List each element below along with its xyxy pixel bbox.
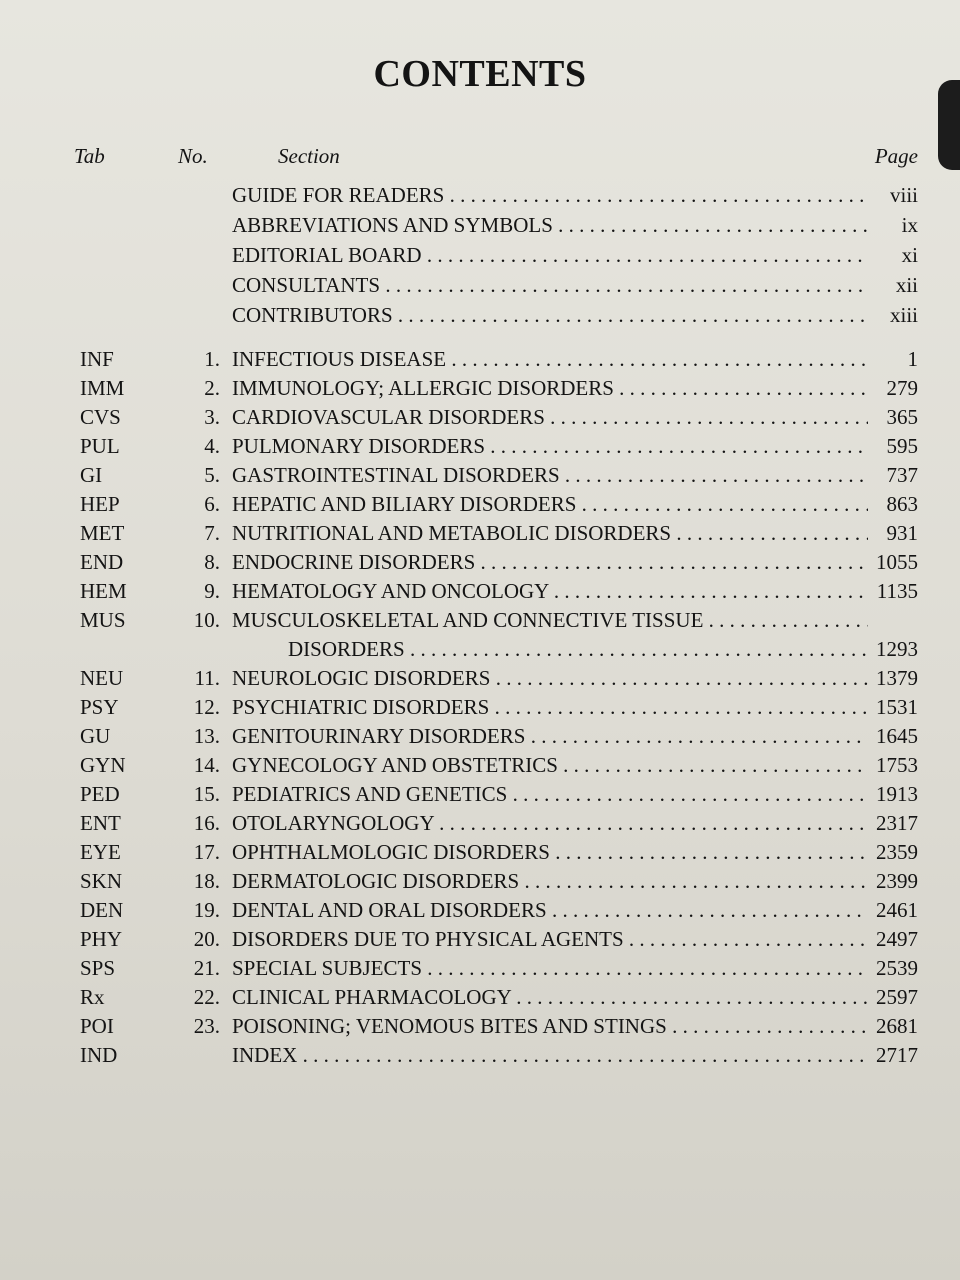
front-matter-entry — [0, 270, 960, 300]
section-title: PSYCHIATRIC DISORDERS . . . — [232, 692, 868, 722]
tab-code: MET — [80, 521, 125, 545]
page-number: 2461 — [876, 898, 918, 922]
tab-code: POI — [80, 1014, 114, 1038]
chapter-entry — [0, 605, 960, 635]
chapter-number: 8. — [204, 550, 220, 574]
column-header-page: Page — [874, 144, 918, 168]
section-title: GYNECOLOGY AND OBSTETRICS . . . — [232, 750, 868, 780]
chapter-number: 18. — [193, 869, 220, 893]
chapter-entry — [0, 982, 960, 1012]
front-matter-entry — [0, 240, 960, 270]
page-number: 2717 — [876, 1043, 918, 1067]
page-number: xi — [901, 243, 918, 267]
section-title: HEMATOLOGY AND ONCOLOGY . . . — [232, 576, 868, 606]
page-number: ix — [901, 213, 918, 237]
page-number: xiii — [889, 303, 918, 327]
page-number: 365 — [886, 405, 918, 429]
page-number: 863 — [886, 492, 918, 516]
chapter-entry — [0, 953, 960, 983]
tab-code: GU — [80, 724, 111, 748]
chapter-number: 23. — [193, 1014, 220, 1038]
section-title: NEUROLOGIC DISORDERS . . . — [232, 663, 868, 693]
column-header-no: No. — [178, 144, 208, 168]
page-number: 2681 — [876, 1014, 918, 1038]
chapter-entry — [0, 663, 960, 693]
tab-code: END — [80, 550, 124, 574]
page-number: 2317 — [876, 811, 918, 835]
tab-code: PUL — [80, 434, 120, 458]
tab-code: MUS — [80, 608, 126, 632]
tab-code: CVS — [80, 405, 121, 429]
chapter-number: 5. — [204, 463, 220, 487]
chapter-number: 21. — [193, 956, 220, 980]
front-matter-entry — [0, 300, 960, 330]
chapter-entry-continuation — [0, 634, 960, 664]
chapter-number: 3. — [204, 405, 220, 429]
section-title: PULMONARY DISORDERS . . . — [232, 431, 868, 461]
column-header-tab: Tab — [74, 144, 105, 168]
section-title: HEPATIC AND BILIARY DISORDERS . . . — [232, 489, 868, 519]
section-title: EDITORIAL BOARD . . . — [232, 240, 868, 270]
section-title: INFECTIOUS DISEASE . . . — [232, 344, 868, 374]
chapter-entry — [0, 344, 960, 374]
chapter-number: 20. — [193, 927, 220, 951]
section-title: CONTRIBUTORS . . . — [232, 300, 868, 330]
page-number: 1913 — [876, 782, 918, 806]
section-title: SPECIAL SUBJECTS . . . — [232, 953, 868, 983]
page-number: 1645 — [876, 724, 918, 748]
section-title: IMMUNOLOGY; ALLERGIC DISORDERS . . . — [232, 373, 868, 403]
section-title: MUSCULOSKELETAL AND CONNECTIVE TISSUE . . . — [232, 605, 868, 635]
page-number: xii — [895, 273, 918, 297]
chapter-number: 9. — [204, 579, 220, 603]
chapter-number: 22. — [193, 985, 220, 1009]
chapter-number: 6. — [204, 492, 220, 516]
chapter-entry — [0, 750, 960, 780]
chapter-entry — [0, 779, 960, 809]
page-number: 1135 — [876, 579, 918, 603]
chapter-entry — [0, 373, 960, 403]
section-title: CARDIOVASCULAR DISORDERS . . . — [232, 402, 868, 432]
section-title: INDEX . . . — [232, 1040, 868, 1070]
tab-code: SKN — [80, 869, 123, 893]
chapter-number: 2. — [204, 376, 220, 400]
chapter-number: 13. — [193, 724, 220, 748]
chapter-entry — [0, 808, 960, 838]
chapter-entry — [0, 1040, 960, 1070]
page-number: 931 — [886, 521, 918, 545]
section-title: OTOLARYNGOLOGY . . . — [232, 808, 868, 838]
tab-code: SPS — [80, 956, 116, 980]
chapter-entry — [0, 576, 960, 606]
section-title: OPHTHALMOLOGIC DISORDERS . . . — [232, 837, 868, 867]
section-title: GASTROINTESTINAL DISORDERS . . . — [232, 460, 868, 490]
chapter-entry — [0, 547, 960, 577]
chapter-entry — [0, 402, 960, 432]
tab-code: NEU — [80, 666, 124, 690]
chapter-number: 15. — [193, 782, 220, 806]
section-title: DISORDERS DUE TO PHYSICAL AGENTS . . . — [232, 924, 868, 954]
page-number: 1753 — [876, 753, 918, 777]
front-matter-entry — [0, 180, 960, 210]
tab-code: ENT — [80, 811, 121, 835]
page-number: 1379 — [876, 666, 918, 690]
tab-code: HEM — [80, 579, 127, 603]
chapter-entry — [0, 1011, 960, 1041]
page-number: 737 — [886, 463, 918, 487]
section-title-continuation: DISORDERS . . . — [288, 634, 868, 664]
chapter-number: 7. — [204, 521, 220, 545]
tab-code: PHY — [80, 927, 123, 951]
page-number: 1 — [907, 347, 918, 371]
section-title: POISONING; VENOMOUS BITES AND STINGS . . . — [232, 1011, 868, 1041]
page-number: viii — [889, 183, 918, 207]
column-header-section: Section — [278, 144, 340, 168]
section-title: ABBREVIATIONS AND SYMBOLS . . . — [232, 210, 868, 240]
tab-code: EYE — [80, 840, 121, 864]
tab-code: GYN — [80, 753, 126, 777]
tab-code: GI — [80, 463, 103, 487]
chapter-entry — [0, 460, 960, 490]
page-number: 1531 — [876, 695, 918, 719]
section-title: DENTAL AND ORAL DISORDERS . . . — [232, 895, 868, 925]
chapter-number: 10. — [193, 608, 220, 632]
tab-code: INF — [80, 347, 114, 371]
chapter-entry — [0, 837, 960, 867]
chapter-number: 4. — [204, 434, 220, 458]
chapter-entry — [0, 489, 960, 519]
chapter-entry — [0, 431, 960, 461]
tab-code: IND — [80, 1043, 118, 1067]
section-title: GENITOURINARY DISORDERS . . . — [232, 721, 868, 751]
page-number: 2399 — [876, 869, 918, 893]
tab-code: HEP — [80, 492, 120, 516]
chapter-entry — [0, 895, 960, 925]
chapter-number: 12. — [193, 695, 220, 719]
section-title: NUTRITIONAL AND METABOLIC DISORDERS . . . — [232, 518, 868, 548]
section-title: CONSULTANTS . . . — [232, 270, 868, 300]
chapter-number: 19. — [193, 898, 220, 922]
page-number: 1293 — [876, 637, 918, 661]
chapter-number: 11. — [194, 666, 220, 690]
section-title: PEDIATRICS AND GENETICS . . . — [232, 779, 868, 809]
tab-code: Rx — [80, 985, 105, 1009]
section-title: GUIDE FOR READERS . . . — [232, 180, 868, 210]
page-number: 2539 — [876, 956, 918, 980]
section-title: CLINICAL PHARMACOLOGY . . . — [232, 982, 868, 1012]
section-title: DERMATOLOGIC DISORDERS . . . — [232, 866, 868, 896]
page-number: 1055 — [876, 550, 918, 574]
tab-code: PSY — [80, 695, 119, 719]
page-number: 2497 — [876, 927, 918, 951]
chapter-number: 17. — [193, 840, 220, 864]
page-number: 279 — [886, 376, 918, 400]
chapter-entry — [0, 518, 960, 548]
front-matter-entry — [0, 210, 960, 240]
chapter-entry — [0, 721, 960, 751]
section-title: ENDOCRINE DISORDERS . . . — [232, 547, 868, 577]
page-title: CONTENTS — [373, 53, 587, 95]
chapter-entry — [0, 924, 960, 954]
chapter-number: 1. — [204, 347, 220, 371]
tab-code: PED — [80, 782, 120, 806]
page-number: 2359 — [876, 840, 918, 864]
chapter-entry — [0, 866, 960, 896]
page-number: 595 — [886, 434, 918, 458]
chapter-number: 16. — [193, 811, 220, 835]
page-number: 2597 — [876, 985, 918, 1009]
chapter-entry — [0, 692, 960, 722]
chapter-number: 14. — [193, 753, 220, 777]
tab-code: DEN — [80, 898, 124, 922]
tab-code: IMM — [80, 376, 125, 400]
